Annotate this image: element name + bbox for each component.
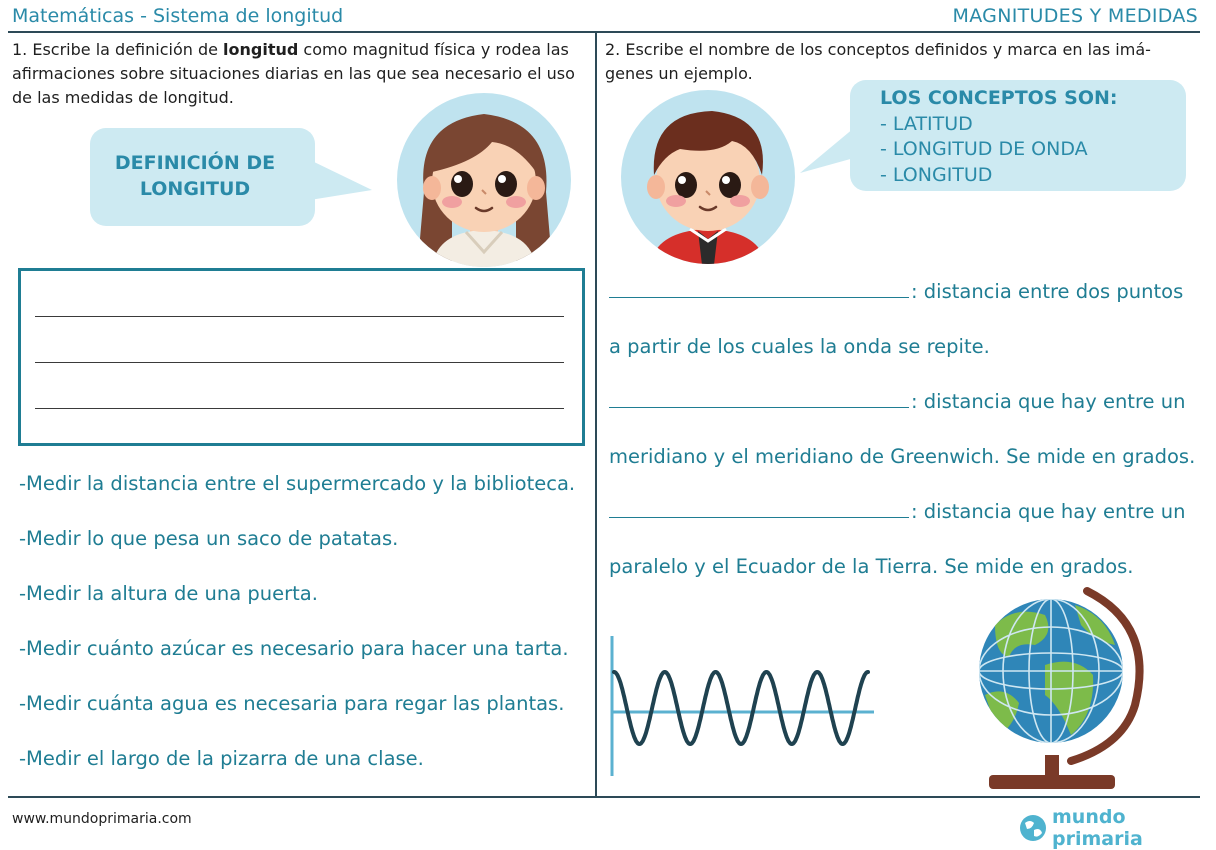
statement-item[interactable]: -Medir el largo de la pizarra de una clase.: [19, 747, 424, 770]
girl-avatar: [396, 92, 572, 268]
definition-bubble-text: [90, 150, 300, 202]
bubble-line-2: LONGITUD: [139, 178, 251, 200]
answer-line: [35, 362, 564, 363]
boy-avatar: [620, 89, 796, 265]
answer-blank[interactable]: [609, 282, 909, 298]
definition-3-continuation: paralelo y el Ecuador de la Tierra. Se mide en grados.: [609, 555, 1134, 578]
statement-item[interactable]: -Medir la distancia entre el supermercado y la biblioteca.: [19, 472, 576, 495]
definition-2: [609, 390, 1185, 413]
concept-item: - LATITUD: [880, 112, 973, 135]
definition-1: [609, 280, 1183, 303]
definition-answer-box[interactable]: [18, 268, 585, 446]
definition-2-continuation: meridiano y el meridiano de Greenwich. Se mide en grados.: [609, 445, 1196, 468]
footer-divider: [8, 796, 1200, 798]
header-divider: [8, 31, 1200, 33]
statement-item[interactable]: -Medir cuánta agua es necesaria para regar las plantas.: [19, 692, 565, 715]
category-title: MAGNITUDES Y MEDIDAS: [952, 5, 1198, 27]
answer-line: [35, 408, 564, 409]
exercise-2-instruction: [605, 38, 1195, 86]
concept-item: - LONGITUD DE ONDA: [880, 138, 1088, 160]
statement-item[interactable]: -Medir lo que pesa un saco de patatas.: [19, 527, 399, 550]
definition-3: [609, 500, 1185, 523]
instruction-line-1: 2. Escribe el nombre de los conceptos definidos y marca en las imá-: [605, 40, 1151, 59]
bubble-line-1: DEFINICIÓN DE: [114, 152, 276, 174]
column-divider: [595, 32, 597, 797]
instruction-post: como magnitud física y rodea las afirmaciones sobre situaciones diarias en las que sea necesario el uso de las medidas de longitud.: [12, 40, 575, 107]
answer-blank[interactable]: [609, 392, 909, 408]
answer-blank[interactable]: [609, 502, 909, 518]
instruction-pre: 1. Escribe la definición de: [12, 40, 224, 59]
concepts-bubble-tail: [800, 128, 856, 178]
answer-line: [35, 316, 564, 317]
footer-url[interactable]: www.mundoprimaria.com: [12, 811, 192, 827]
globe-logo-icon: [1018, 813, 1048, 843]
definition-suffix: : distancia entre dos puntos: [911, 280, 1184, 303]
definition-1-continuation: a partir de los cuales la onda se repite.: [609, 335, 990, 358]
bubble-tail: [310, 160, 374, 200]
statement-item[interactable]: -Medir cuánto azúcar es necesario para hacer una tarta.: [19, 637, 569, 660]
globe-illustration[interactable]: [975, 585, 1147, 793]
page-title: Matemáticas - Sistema de longitud: [12, 5, 344, 27]
instruction-keyword: longitud: [223, 40, 299, 59]
instruction-line-2: genes un ejemplo.: [605, 64, 753, 83]
definition-suffix: : distancia que hay entre un: [911, 390, 1186, 413]
concept-item: - LONGITUD: [880, 163, 993, 186]
concepts-title: LOS CONCEPTOS SON:: [880, 87, 1118, 109]
wave-illustration[interactable]: [606, 630, 878, 780]
statement-item[interactable]: -Medir la altura de una puerta.: [19, 582, 318, 605]
mundo-primaria-logo[interactable]: [1018, 806, 1216, 850]
logo-text: mundo primaria: [1052, 806, 1143, 850]
concepts-bubble-text: [880, 86, 1117, 188]
definition-suffix: : distancia que hay entre un: [911, 500, 1186, 523]
